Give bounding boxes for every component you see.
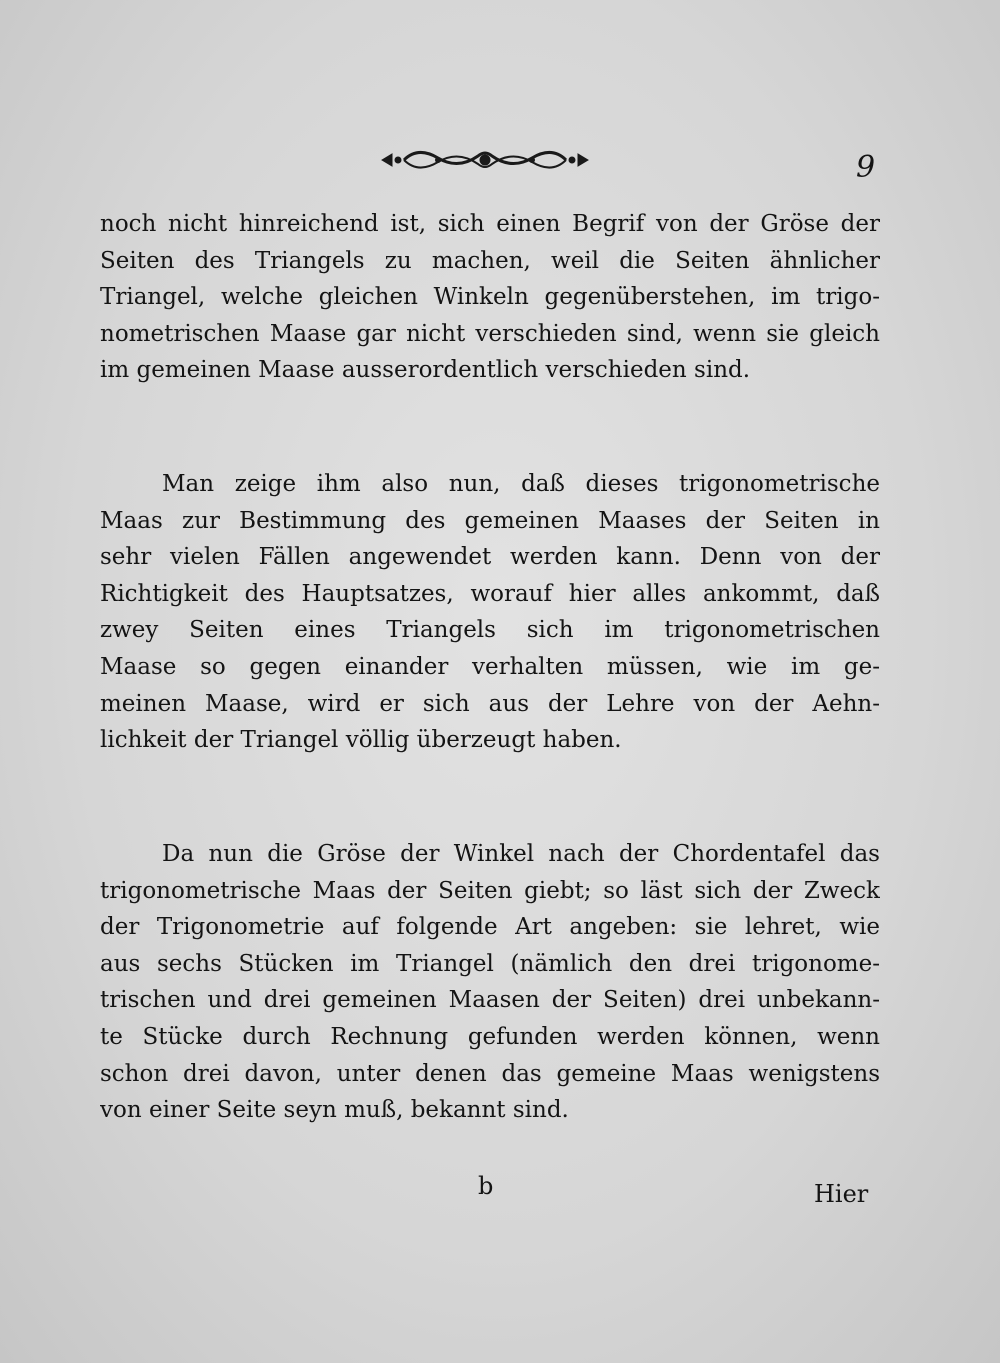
text-line: schon drei davon, unter denen das gemeine Maas wenigstens [100,1060,880,1087]
paragraph-2 [100,466,880,759]
text-line: Da nun die Gröse der Winkel nach der Chordentafel das [162,841,880,867]
text-line: Richtigkeit des Hauptsatzes, worauf hier alles ankommt, daß [100,580,880,607]
text-line: zwey Seiten eines Triangels sich im trigonometrischen [100,617,880,644]
paragraph-1 [100,206,880,389]
text-line: von einer Seite seyn muß, bekannt sind. [100,1097,569,1124]
text-line: meinen Maase, wird er sich aus der Lehre von der Aehn- [100,690,880,717]
signature-mark: b [478,1172,494,1200]
page-number: 9 [856,150,876,185]
text-line: trigonometrische Maas der Seiten giebt; so läst sich der Zweck [100,877,880,904]
text-line: noch nicht hinreichend ist, sich einen Begrif von der Gröse der [100,211,880,237]
text-line: im gemeinen Maase ausserordentlich verschieden sind. [100,357,751,384]
text-line: te Stücke durch Rechnung gefunden werden können, wenn [100,1023,880,1050]
text-line: der Trigonometrie auf folgende Art angeben: sie lehret, wie [100,914,880,941]
text-line: lichkeit der Triangel völlig überzeugt haben. [100,727,622,754]
text-line: nometrischen Maase gar nicht verschieden sind, wenn sie gleich [100,320,880,347]
text-line: Maas zur Bestimmung des gemeinen Maases der Seiten in [100,507,880,534]
text-line: aus sechs Stücken im Triangel (nämlich den drei trigonome- [100,950,880,977]
text-line: sehr vielen Fällen angewendet werden kann. Denn von der [100,544,880,571]
ornament-icon [378,140,592,180]
text-line: trischen und drei gemeinen Maasen der Seiten) drei unbekann- [100,987,880,1014]
text-line: Maase so gegen einander verhalten müssen, wie im ge- [100,653,880,680]
paragraph-3 [100,836,880,1129]
text-line: Triangel, welche gleichen Winkeln gegenüberstehen, im trigo- [100,284,880,311]
text-line: Man zeige ihm also nun, daß dieses trigonometrische [162,471,880,497]
text-line: Seiten des Triangels zu machen, weil die Seiten ähnlicher [100,247,880,274]
catchword: Hier [814,1180,869,1208]
